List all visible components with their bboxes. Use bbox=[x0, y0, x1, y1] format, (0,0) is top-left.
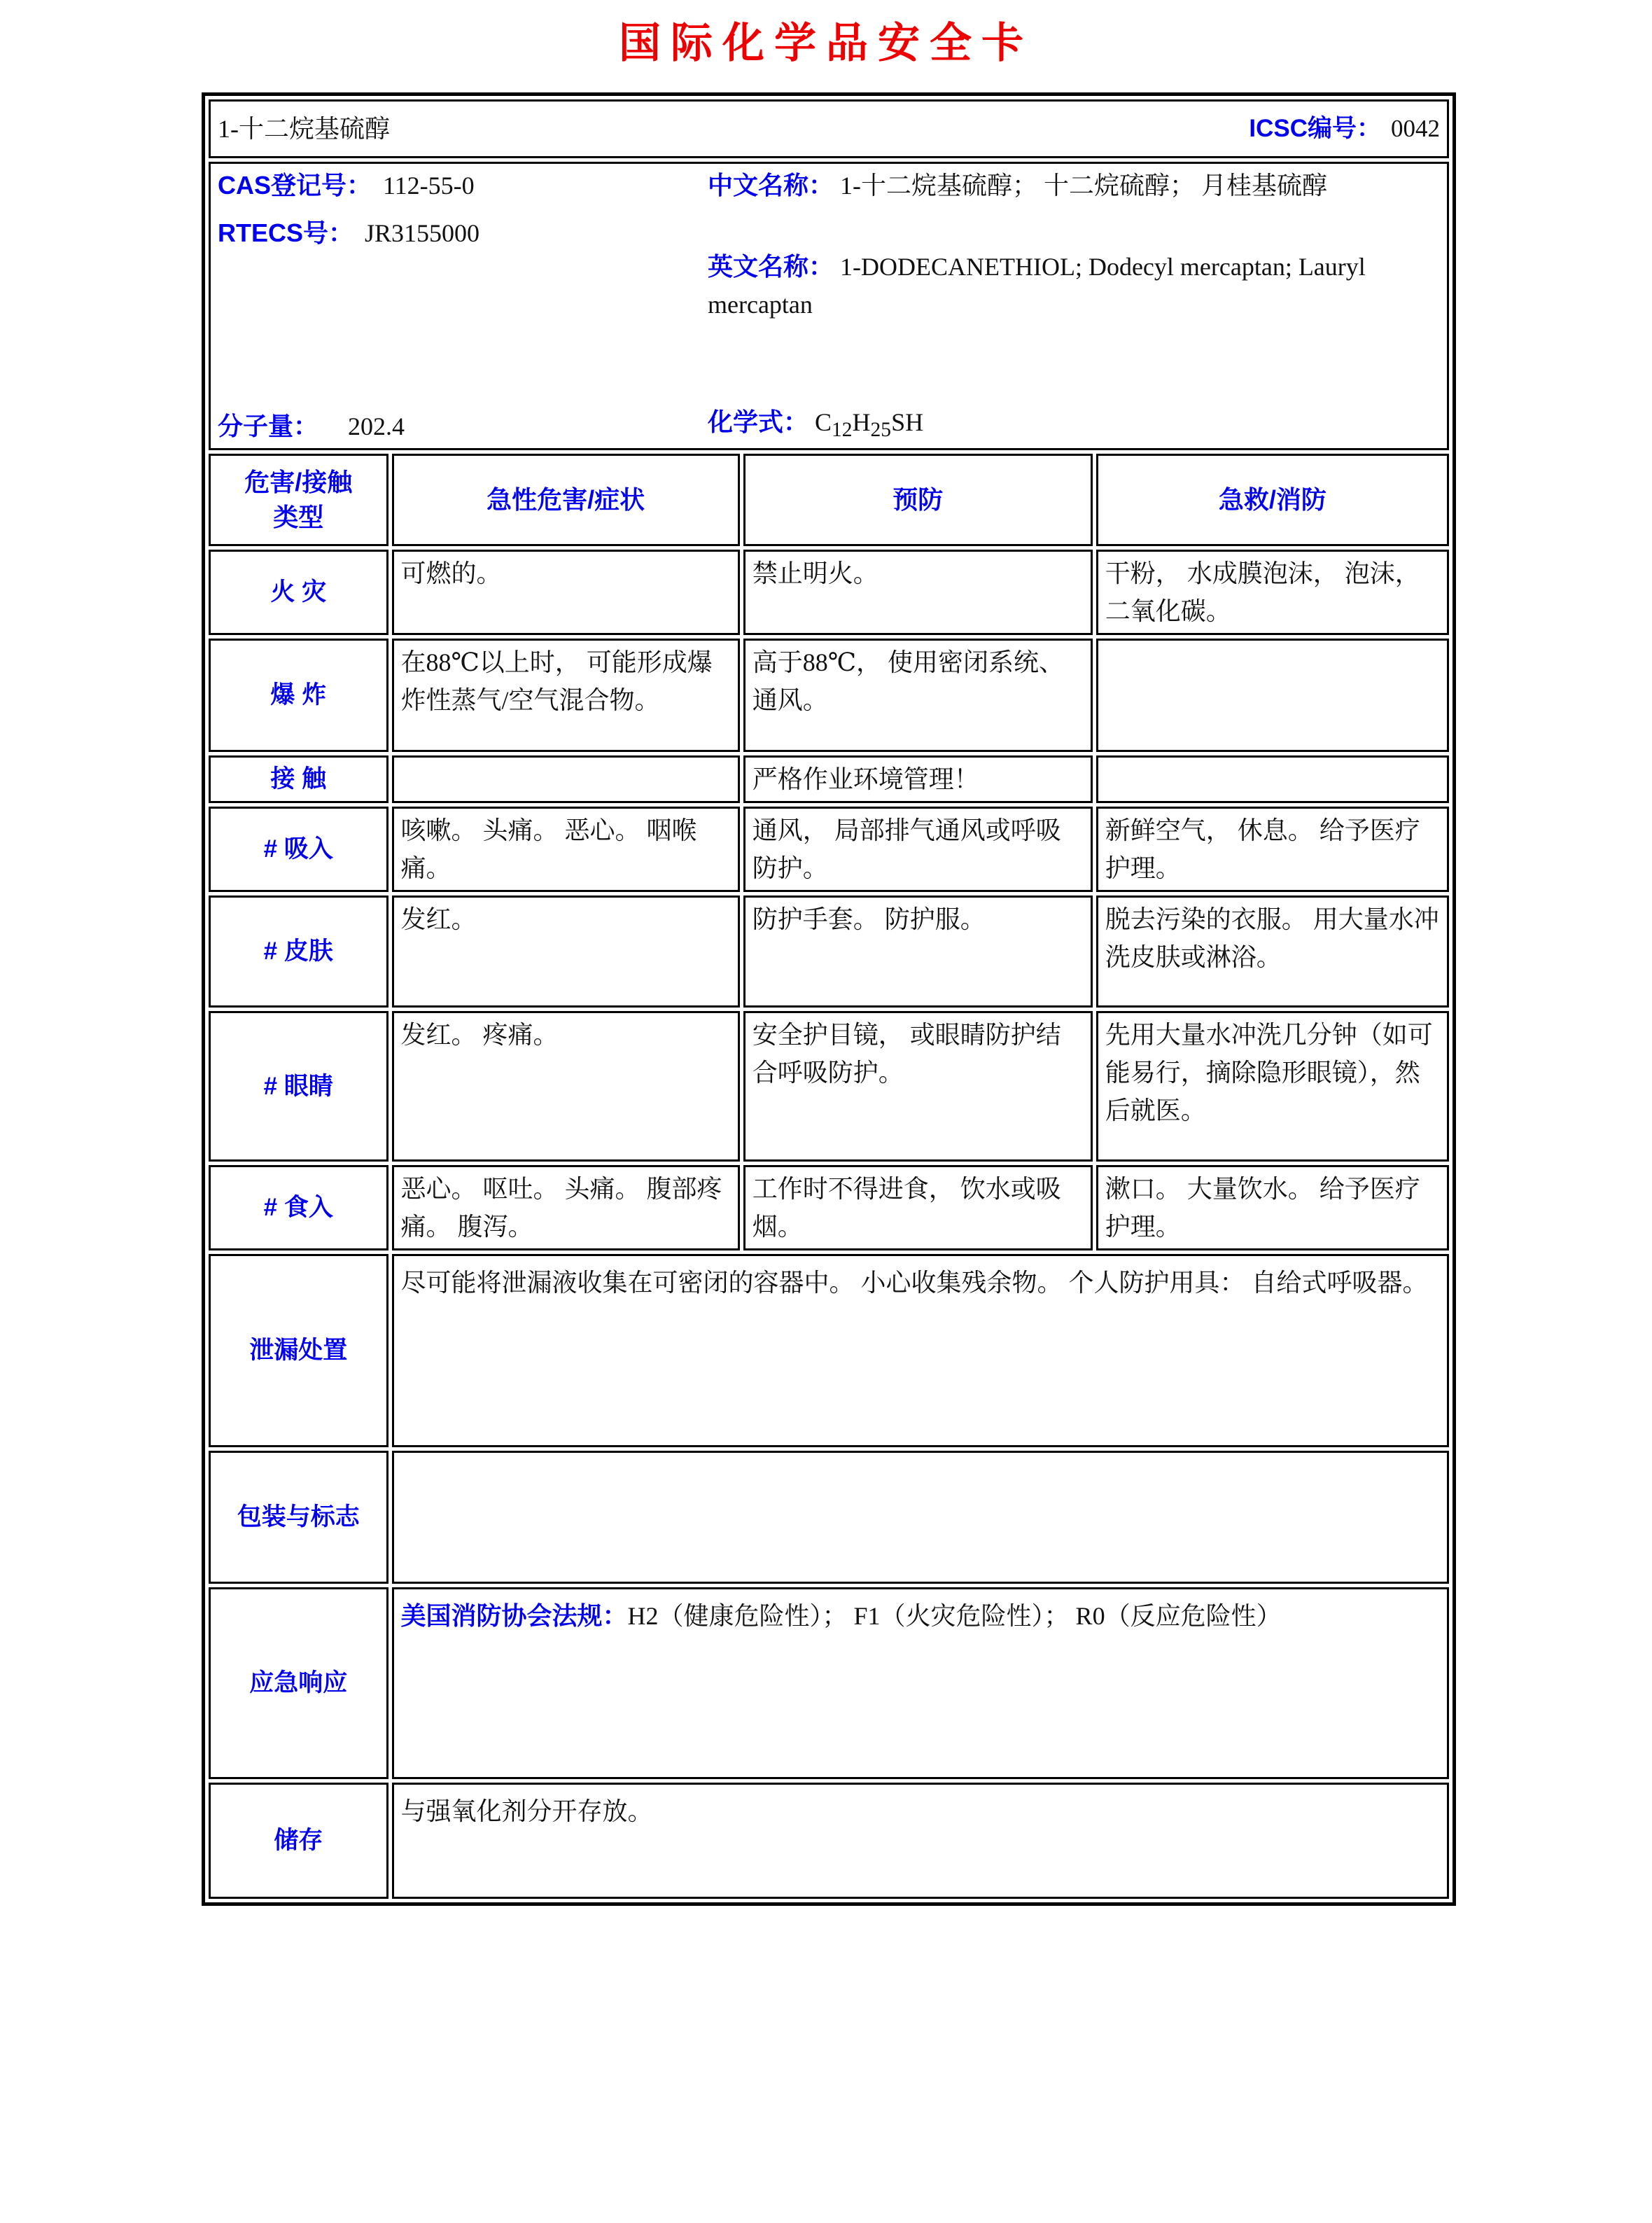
explosion-response-cell bbox=[1096, 639, 1449, 752]
row-label-emergency-response: 应急响应 bbox=[209, 1587, 388, 1779]
icsc-number-value: 0042 bbox=[1391, 114, 1440, 142]
fire-response-cell: 干粉， 水成膜泡沫， 泡沫， 二氧化碳。 bbox=[1096, 550, 1449, 635]
row-label-inhalation: # 吸入 bbox=[209, 807, 388, 892]
chemical-formula-value: $C_{12}H_{25}SH$ bbox=[815, 407, 924, 441]
icsc-number-label bbox=[1249, 111, 1440, 148]
nfpa-code-label: 美国消防协会法规： bbox=[400, 1601, 628, 1630]
row-label-fire: 火 灾 bbox=[209, 550, 388, 635]
chinese-name-line bbox=[708, 167, 1440, 204]
row-label-packaging-labelling: 包装与标志 bbox=[209, 1451, 388, 1584]
row-label-eyes: # 眼睛 bbox=[209, 1011, 388, 1162]
chemical-name: 1-十二烷基硫醇 bbox=[218, 115, 390, 143]
icsc-document-page bbox=[0, 10, 1652, 2223]
eyes-response-cell: 先用大量水冲洗几分钟（如可能易行，摘除隐形眼镜），然后就医。 bbox=[1096, 1011, 1449, 1162]
packaging-labelling-content bbox=[392, 1451, 1449, 1584]
table-row bbox=[209, 896, 1449, 1008]
row-label-spill-disposal: 泄漏处置 bbox=[209, 1254, 388, 1447]
fire-symptoms-cell: 可燃的。 bbox=[392, 550, 740, 635]
safety-card-table bbox=[202, 92, 1456, 1906]
storage-content: 与强氧化剂分开存放。 bbox=[392, 1783, 1449, 1899]
table-row bbox=[209, 1011, 1449, 1162]
cas-label: CAS登记号： bbox=[218, 171, 372, 200]
english-name-label: 英文名称： bbox=[708, 252, 834, 281]
row-label-explosion: 爆 炸 bbox=[209, 639, 388, 752]
table-row bbox=[209, 1451, 1449, 1584]
chinese-name-label: 中文名称： bbox=[708, 171, 834, 200]
eyes-prevention-cell: 安全护目镜， 或眼睛防护结合呼吸防护。 bbox=[743, 1011, 1093, 1162]
column-header-first-aid: 急救/消防 bbox=[1096, 454, 1449, 546]
cas-value: 112-55-0 bbox=[383, 172, 475, 200]
skin-response-cell: 脱去污染的衣服。 用大量水冲洗皮肤或淋浴。 bbox=[1096, 896, 1449, 1008]
skin-prevention-cell: 防护手套。 防护服。 bbox=[743, 896, 1093, 1008]
molecular-weight-label: 分子量： bbox=[218, 412, 319, 440]
ingestion-response-cell: 漱口。 大量饮水。 给予医疗护理。 bbox=[1096, 1165, 1449, 1250]
inhalation-response-cell: 新鲜空气， 休息。 给予医疗护理。 bbox=[1096, 807, 1449, 892]
row-label-ingestion: # 食入 bbox=[209, 1165, 388, 1250]
ingestion-symptoms-cell: 恶心。 呕吐。 头痛。 腹部疼痛。 腹泻。 bbox=[392, 1165, 740, 1250]
english-name-value: 1-DODECANETHIOL; Dodecyl mercaptan; Lauryl mercaptan bbox=[708, 253, 1366, 319]
table-row bbox=[209, 1165, 1449, 1250]
explosion-symptoms-cell: 在88℃以上时， 可能形成爆炸性蒸气/空气混合物。 bbox=[392, 639, 740, 752]
chemical-formula-label: 化学式： bbox=[708, 407, 809, 436]
identifiers-right-column bbox=[708, 167, 1440, 445]
identifiers-left-column bbox=[218, 167, 708, 445]
column-header-acute-symptoms: 急性危害/症状 bbox=[392, 454, 740, 546]
emergency-response-content bbox=[392, 1587, 1449, 1779]
skin-symptoms-cell: 发红。 bbox=[392, 896, 740, 1008]
inhalation-prevention-cell: 通风， 局部排气通风或呼吸防护。 bbox=[743, 807, 1093, 892]
rtecs-number-line bbox=[218, 214, 708, 252]
row-label-storage: 储存 bbox=[209, 1783, 388, 1899]
table-row bbox=[209, 1783, 1449, 1899]
contact-response-cell bbox=[1096, 755, 1449, 803]
english-name-line bbox=[708, 248, 1440, 323]
card-header-row bbox=[209, 99, 1449, 158]
rtecs-value: JR3155000 bbox=[365, 219, 480, 247]
molecular-weight-value: 202.4 bbox=[348, 412, 405, 440]
chemical-formula-line bbox=[708, 403, 1440, 445]
table-row bbox=[209, 807, 1449, 892]
table-row bbox=[209, 639, 1449, 752]
table-row bbox=[209, 1587, 1449, 1779]
spill-disposal-content: 尽可能将泄漏液收集在可密闭的容器中。 小心收集残余物。 个人防护用具： 自给式呼吸器。 bbox=[392, 1254, 1449, 1447]
rtecs-label: RTECS号： bbox=[218, 218, 354, 247]
icsc-label-text: ICSC编号： bbox=[1249, 114, 1381, 142]
nfpa-code-values: H2（健康危险性）； F1（火灾危险性）； R0（反应危险性） bbox=[627, 1602, 1282, 1630]
ingestion-prevention-cell: 工作时不得进食， 饮水或吸烟。 bbox=[743, 1165, 1093, 1250]
row-label-contact: 接 触 bbox=[209, 755, 388, 803]
column-header-prevention: 预防 bbox=[743, 454, 1093, 546]
column-header-hazard-type: 危害/接触 类型 bbox=[209, 454, 388, 546]
contact-prevention-cell: 严格作业环境管理！ bbox=[743, 755, 1093, 803]
inhalation-symptoms-cell: 咳嗽。 头痛。 恶心。 咽喉痛。 bbox=[392, 807, 740, 892]
chinese-name-value: 1-十二烷基硫醇； 十二烷硫醇； 月桂基硫醇 bbox=[840, 172, 1328, 200]
contact-symptoms-cell bbox=[392, 755, 740, 803]
explosion-prevention-cell: 高于88℃， 使用密闭系统、 通风。 bbox=[743, 639, 1093, 752]
fire-prevention-cell: 禁止明火。 bbox=[743, 550, 1093, 635]
molecular-weight-line bbox=[218, 407, 708, 445]
table-row bbox=[209, 1254, 1449, 1447]
cas-number-line bbox=[218, 167, 708, 204]
identifiers-section bbox=[209, 162, 1449, 450]
eyes-symptoms-cell: 发红。 疼痛。 bbox=[392, 1011, 740, 1162]
table-row bbox=[209, 755, 1449, 803]
table-row bbox=[209, 550, 1449, 635]
row-label-skin: # 皮肤 bbox=[209, 896, 388, 1008]
page-title: 国际化学品安全卡 bbox=[619, 20, 1033, 67]
